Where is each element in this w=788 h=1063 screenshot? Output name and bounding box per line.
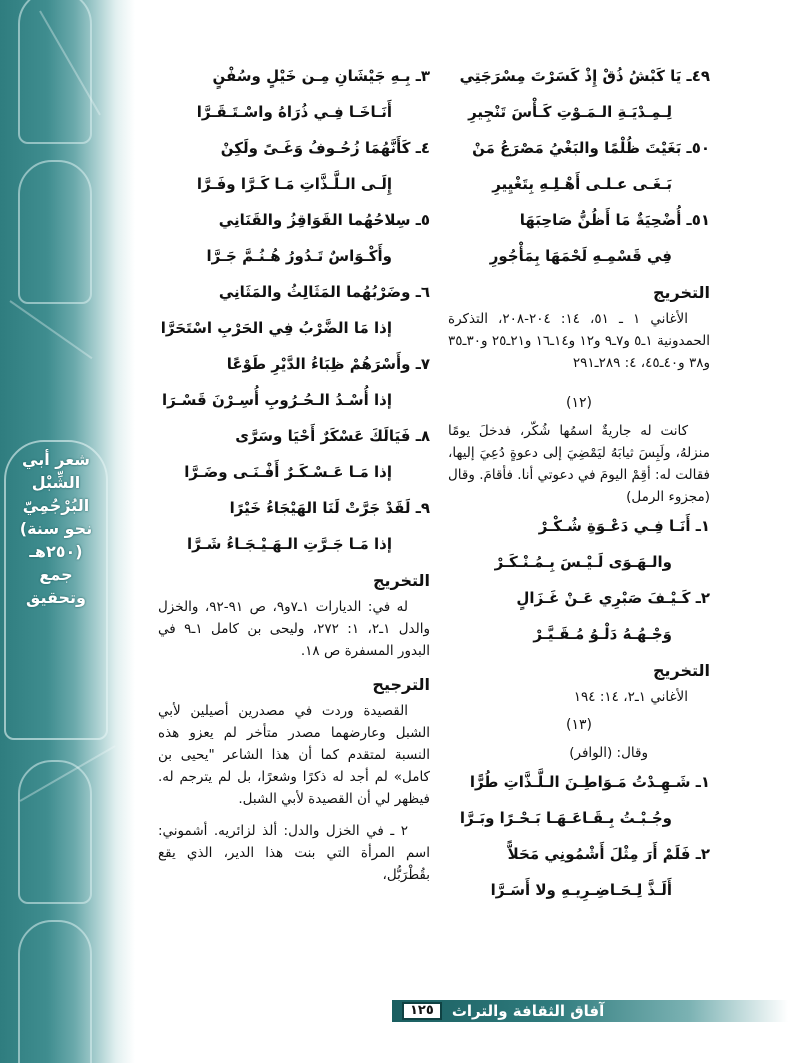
takhrij-text: له في: الديارات ١ـ٧و٩، ص ٩١-٩٢، والخزل والدل ١ـ٢، ١: ٢٧٢، وليحى بن كامل ١ـ٩ في البدور المسفرة ص ١٨. xyxy=(158,599,430,659)
verse-line: ٧ـ وأَسْرَهُمْ ظِبَاءُ الدَّيْرِ طَوْعًا xyxy=(226,355,430,373)
arabesque-ornament-icon xyxy=(18,160,92,304)
verse-line: ٢ـ فَلَمْ أَرَ مِثْلَ أَشْمُونِي مَحَلاًّ xyxy=(507,845,710,863)
verse-line: ٢ـ كَـيْـفَ صَبْرِي عَـنْ غَـزَالٍ xyxy=(516,589,710,607)
verse-line: لِـمِـدْيَـةِ الـمَـوْتِ كَـأْسَ تَنْجِيرِ xyxy=(468,103,672,121)
book-title-line: (نحو سنة xyxy=(19,519,93,538)
verse-line: ٩ـ لَقَدْ جَرَّتْ لَنَا الهَيْجَاءُ خَيْرًا xyxy=(229,499,430,517)
poem-number: (١٣) xyxy=(566,717,592,733)
marble-vein xyxy=(9,300,92,359)
takhrij-text: الأغاني ١ ـ ٥١، ١٤: ٢٠٤-٢٠٨، التذكرة الحمدونية ١ـ٥ و٧ـ٩ و١٢ و١٤ـ١٦ و٢١ـ٢٥ و٣٠ـ٣٥ و٣٨ و٤٠ـ٤٥، ٤: ٢٨٩ـ٢٩١ xyxy=(448,311,711,371)
verse-line: ٨ـ فَيَالَكَ عَسْكَرٌ أَحْيَا وسَرَّى xyxy=(235,427,430,445)
page-number: ١٢٥ xyxy=(402,1002,442,1020)
verse-line: وجُـبْـتُ بِـقَـاعَـهَـا بَـحْـرًا وبَـرَّا xyxy=(459,809,672,827)
section-heading-takhrij: التخريج xyxy=(652,283,710,302)
arabesque-ornament-icon xyxy=(18,0,92,144)
verse-line: ٥ـ سِلاحُهُما القَوَاقِزُ والقَنَانِي xyxy=(218,211,430,229)
verse-line: أَلَـذَّ لِـحَـاضِـرِيـهِ ولا أَسَـرَّا xyxy=(490,881,672,899)
book-title-line: الشِّبْل xyxy=(31,473,81,492)
verse-line: ٥٠ـ بَغَيْتَ ظُلْمًا والبَغْيُ مَصْرَعُ مَنْ xyxy=(472,139,710,157)
footnote-text: ٢ ـ في الخزل والدل: ألذ لزائريه. أشموني: اسم المرأة التي بنت هذا الدير، الذي يقع بقُطْرَبُّل، xyxy=(158,823,430,883)
tarjih-text: القصيدة وردت في مصدرين أصيلين لأبي الشبل وعارضهما مصدر متأخر لم يعزو هذه النسبة لمتقدم كما أن هذا الشاعر "يحيى بن كامل» لم أجد له ذكرًا وشعرًا، بل لم يترجم له. فيظهر لي أن القصيدة لأبي الشبل. xyxy=(158,703,430,807)
verse-line: ٦ـ وضَرْبُهُما المَثَالِثُ والمَثَانِي xyxy=(218,283,430,301)
poem-intro: كانت له جاريةٌ اسمُها شُكّر، فدخلَ يومًا منزلهُ، ولَبِسَ ثيابَهُ ليَمْضِيَ إلى دعوةٍ دُعِيَ إليها، فقالت له: أقِمْ اليومَ في دعوتي أنا. فأقامَ. وقال (مجزوء الرمل) xyxy=(448,423,710,505)
section-heading-takhrij: التخريج xyxy=(652,661,710,680)
verse-line: ٥١ـ أُضْحِيَةٌ مَا أَظُنُّ صَاحِبَهَا xyxy=(519,211,710,229)
takhrij-text: الأغاني ١ـ٢، ١٤: ١٩٤ xyxy=(573,689,688,705)
verse-line: فِي قَسْمِـهِ لَحْمَهَا بِمَأْجُورِ xyxy=(489,247,672,265)
book-title-line: وتحقيق xyxy=(26,588,86,607)
verse-line: إذا مَـا جَـرَّتِ الـهَـيْـجَـاءُ شَـرَّا xyxy=(186,535,392,553)
book-title-line: جمع xyxy=(39,565,73,584)
book-title-panel xyxy=(4,440,108,740)
right-column xyxy=(448,58,710,908)
verse-line: وَجْـهُـهُ دَلْـوُ مُـقَـيَّـرْ xyxy=(533,625,672,643)
section-heading-takhrij: التخريج xyxy=(372,571,430,590)
verse-line: ٤ـ كَأَنَّهُمَا زُحُـوفُ وَغَـىً ولَكِنْ xyxy=(220,139,430,157)
verse-line: ٣ـ بِـهِ جَيْشَانِ مِـن خَيْلٍ وسُفْنٍ xyxy=(212,67,430,85)
book-title-line: البُرْجُمِيّ xyxy=(22,496,90,515)
poem-number: (١٢) xyxy=(566,395,592,411)
verse-line: أَنَـاخَـا فِـي ذُرَاهُ واسْـتَـقَـرَّا xyxy=(196,103,392,121)
verse-line: والـهَـوَى لَـيْـسَ بِـمُـنْـكَـرْ xyxy=(494,553,672,571)
book-title-line: شعر أبي xyxy=(22,450,90,469)
verse-line: ١ـ أَنَـا فِـي دَعْـوَةِ شُـكْـرْ xyxy=(538,517,710,535)
verse-line: إذا مَـا عَـسْـكَـرٌ أَفْـنَـى وضَـرَّا xyxy=(184,463,392,481)
verse-line: إذا مَا الضَّرْبُ فِي الحَرْبِ اسْتَحَرَّا xyxy=(160,319,392,337)
section-heading-tarjih: الترجيح xyxy=(372,675,430,694)
decorative-sidebar xyxy=(0,0,135,1063)
verse-line: بَـغَـى عـلـى أَهْـلِـهِ بِتَغْيِيرِ xyxy=(492,175,672,193)
verse-line: وأَكْـوَاسٌ تَـدُورُ هُـنُـمَّ جَـرَّا xyxy=(206,247,392,265)
verse-line: ٤٩ـ يَا كَبْشُ ذُقْ إِذْ كَسَرْتَ مِسْرَجَتِي xyxy=(459,67,710,85)
left-column xyxy=(158,58,430,886)
page-footer xyxy=(392,1000,788,1022)
verse-line: إِلَـى الـلَّـذَّاتِ مَـا كَـرَّا وفَـرَّا xyxy=(196,175,392,193)
poem-intro: وقال: (الوافر) xyxy=(569,745,648,761)
verse-line: إذا أُسْـدُ الـحُـرُوبِ أُسِـرْنَ قَسْـرَا xyxy=(162,391,392,409)
verse-line: ١ـ شَـهِـدْتُ مَـوَاطِـنَ الـلَّـذَّاتِ طُرًّا xyxy=(469,773,710,791)
arabesque-ornament-icon xyxy=(18,920,92,1063)
book-title-line: ٢٥٠هـ) xyxy=(29,542,83,561)
journal-title: آفاق الثقافة والتراث xyxy=(451,1002,605,1020)
